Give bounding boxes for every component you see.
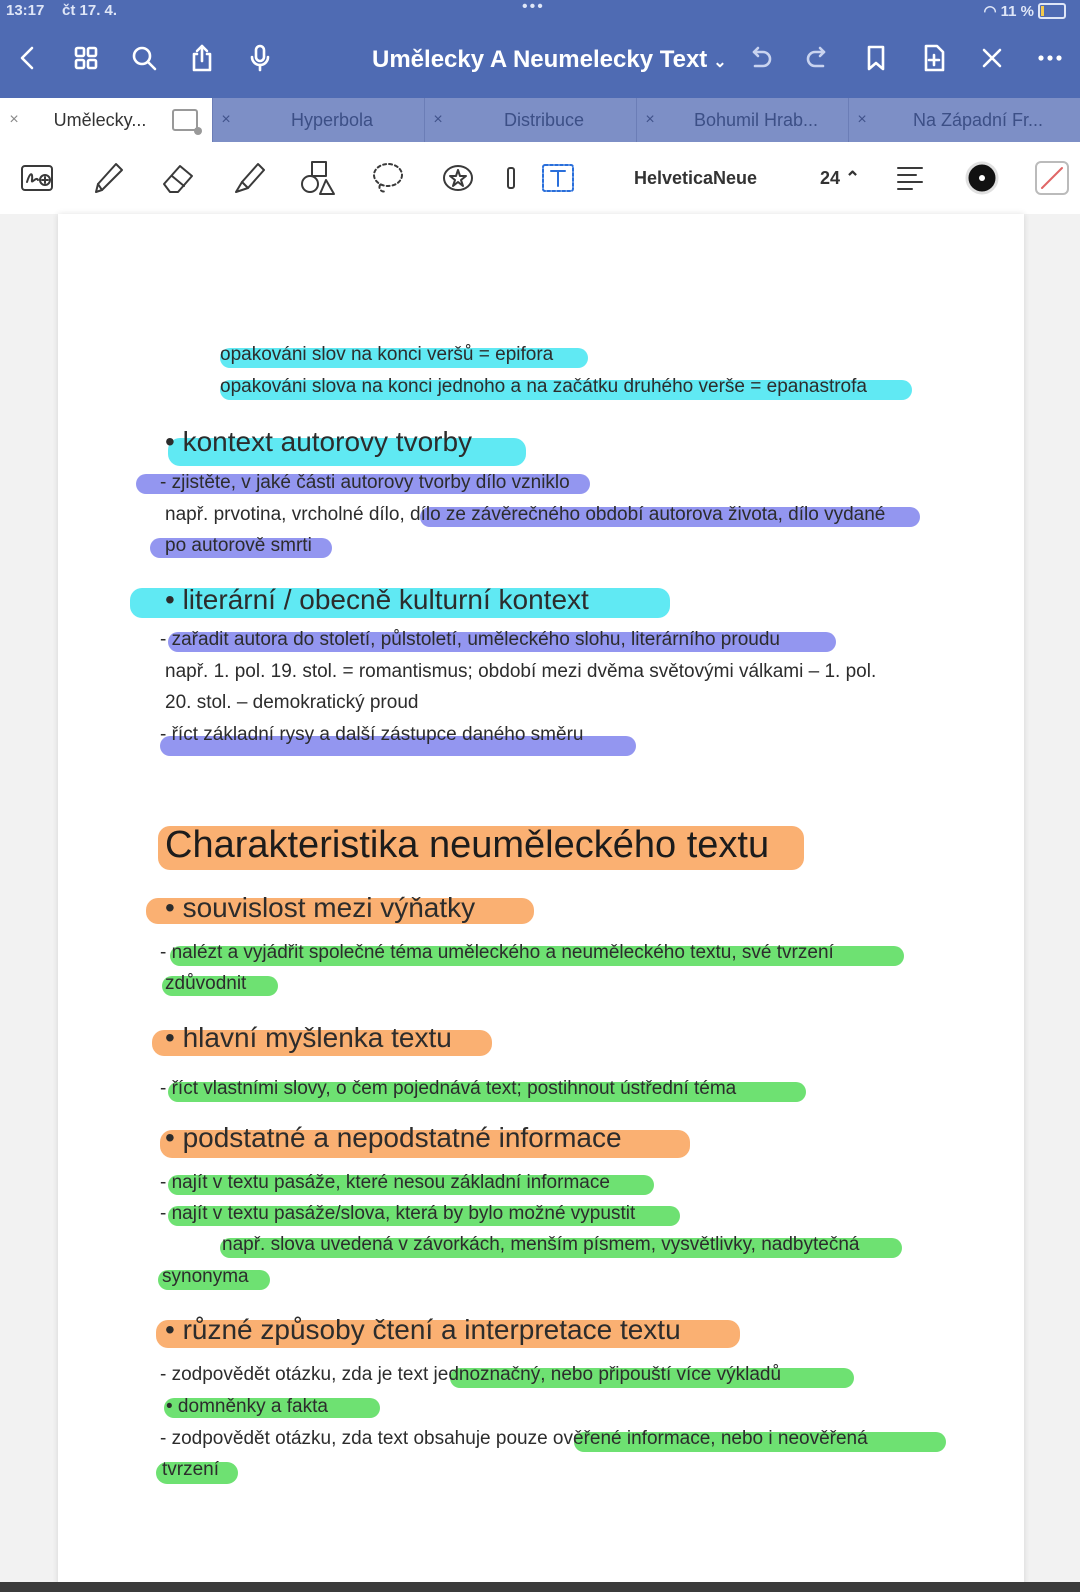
font-family-selector[interactable]: HelveticaNeue [634, 168, 758, 188]
no-fill-icon [1032, 158, 1072, 198]
back-button[interactable] [8, 38, 48, 78]
split-view-icon[interactable] [172, 109, 198, 131]
undo-icon [745, 43, 775, 73]
page-title: Charakteristika neuměleckého textu [165, 824, 770, 866]
tab-label: Umělecky... [53, 109, 147, 130]
tab-label: Bohumil Hrab... [693, 109, 819, 130]
note-line: - nalézt a vyjádřit společné téma uměleckého a neuměleckého textu, své tvrzení [160, 942, 834, 963]
battery-percent: 11 % [1000, 2, 1034, 20]
multitasking-dots-icon[interactable]: ••• [522, 0, 545, 15]
more-icon [1035, 43, 1065, 73]
tab-label: Na Západní Fr... [912, 109, 1044, 130]
add-page-icon [919, 43, 949, 73]
note-line: po autorově smrti [165, 535, 312, 556]
document-title-button[interactable] [372, 46, 727, 74]
note-line: např. slova uvedená v závorkách, menším písmem, vysvětlivky, nadbytečná [222, 1234, 860, 1255]
sticker-tool[interactable] [436, 156, 480, 200]
redo-button[interactable] [798, 38, 838, 78]
note-line: • domněnky a fakta [166, 1396, 328, 1417]
tab-label: Distribuce [503, 109, 585, 130]
chevron-down-icon: ⌄ [713, 54, 727, 71]
tab-distribuce[interactable] [424, 98, 637, 142]
more-button[interactable] [1030, 38, 1070, 78]
note-line: - najít v textu pasáže/slova, která by bylo možné vypustit [160, 1203, 636, 1224]
tab-label: Hyperbola [290, 109, 374, 130]
eraser-tool[interactable] [156, 156, 200, 200]
tab-close-icon[interactable]: × [221, 111, 231, 128]
status-bar [0, 0, 1080, 22]
note-line: - říct základní rysy a další zástupce daného směru [160, 724, 584, 745]
battery-icon [1038, 3, 1066, 19]
status-right [984, 2, 1066, 20]
search-icon [129, 43, 159, 73]
background-color-button[interactable] [1030, 156, 1074, 200]
highlighter-tool[interactable] [226, 156, 270, 200]
close-edit-button[interactable] [972, 38, 1012, 78]
shapes-icon [298, 158, 338, 198]
chevron-up-down-icon: ⌃ [845, 168, 861, 188]
bottom-edge [0, 1582, 1080, 1592]
text-color-button[interactable] [960, 156, 1004, 200]
note-line: 20. stol. – demokratický proud [165, 692, 419, 713]
thumbnails-button[interactable] [66, 38, 106, 78]
bookmark-button[interactable] [856, 38, 896, 78]
undo-button[interactable] [740, 38, 780, 78]
lasso-zoom-tool[interactable] [16, 156, 60, 200]
note-line: - zodpovědět otázku, zda text obsahuje pouze ověřené informace, nebo i neověřená [160, 1428, 868, 1449]
note-line: synonyma [162, 1266, 249, 1287]
note-line: např. 1. pol. 19. stol. = romantismus; období mezi dvěma světovými válkami – 1. pol. [165, 661, 877, 682]
note-line: - zjistěte, v jaké části autorovy tvorby dílo vzniklo [160, 472, 570, 493]
note-line: opakováni slov na konci veršů = epifora [220, 344, 554, 365]
redo-icon [803, 43, 833, 73]
note-line: - říct vlastními slovy, o čem pojednává text; postihnout ústřední téma [160, 1078, 737, 1099]
note-line: zdůvodnit [165, 973, 247, 994]
pen-tool[interactable] [86, 156, 130, 200]
shapes-tool[interactable] [296, 156, 340, 200]
tab-close-icon[interactable]: × [857, 111, 867, 128]
lasso-tool[interactable] [366, 156, 410, 200]
tab-na-zapadni-fronte[interactable] [848, 98, 1080, 142]
section-heading: • literární / obecně kulturní kontext [165, 584, 589, 615]
tab-umelecky[interactable] [0, 98, 213, 142]
tab-bohumil-hrabal[interactable] [636, 98, 849, 142]
microphone-icon [245, 43, 275, 73]
text-align-button[interactable] [888, 156, 932, 200]
eraser-icon [158, 158, 198, 198]
text-box-icon [538, 158, 578, 198]
navigation-bar [0, 22, 1080, 98]
text-tool[interactable] [536, 156, 580, 200]
drawing-toolbar [0, 142, 1080, 215]
add-page-button[interactable] [914, 38, 954, 78]
align-left-icon [890, 158, 930, 198]
section-heading: • souvislost mezi výňatky [165, 892, 476, 923]
note-line: např. prvotina, vrcholné dílo, dílo ze závěrečného období autorova života, dílo vydané [165, 504, 886, 525]
bookmark-icon [861, 43, 891, 73]
microphone-button[interactable] [240, 38, 280, 78]
share-icon [187, 43, 217, 73]
tab-close-icon[interactable]: × [9, 111, 19, 128]
note-line: - najít v textu pasáže, které nesou základní informace [160, 1172, 610, 1193]
lasso-icon [368, 158, 408, 198]
document-title: Umělecky A Neumelecky Text [372, 46, 708, 73]
tab-bar [0, 98, 1080, 142]
search-button[interactable] [124, 38, 164, 78]
section-heading: • podstatné a nepodstatné informace [165, 1122, 622, 1153]
highlighter-icon [228, 158, 268, 198]
sticker-star-icon [438, 158, 478, 198]
share-button[interactable] [182, 38, 222, 78]
tab-close-icon[interactable]: × [433, 111, 443, 128]
status-date: čt 17. 4. [62, 2, 118, 19]
wifi-icon: ◠ [983, 3, 997, 20]
pen-icon [88, 158, 128, 198]
font-size-stepper[interactable] [820, 168, 860, 189]
color-swatch-icon [962, 158, 1002, 198]
section-heading: • hlavní myšlenka textu [165, 1022, 452, 1053]
note-line: - zařadit autora do století, půlstoletí, uměleckého slohu, literárního proudu [160, 629, 780, 650]
note-line: opakováni slova na konci jednoho a na začátku druhého verše = epanastrofa [220, 376, 867, 397]
font-size-value: 24 [820, 168, 841, 188]
close-icon [977, 43, 1007, 73]
note-line: - zodpovědět otázku, zda je text jednoznačný, nebo připouští více výkladů [160, 1364, 782, 1385]
note-line: tvrzení [162, 1459, 220, 1480]
section-heading: • různé způsoby čtení a interpretace textu [165, 1314, 681, 1345]
grid-icon [71, 43, 101, 73]
section-heading: • kontext autorovy tvorby [165, 426, 473, 457]
tab-close-icon[interactable]: × [645, 111, 655, 128]
status-time: 13:17 [6, 2, 45, 19]
chevron-left-icon [13, 43, 43, 73]
handwriting-zoom-icon [18, 158, 58, 198]
tab-hyperbola[interactable] [212, 98, 425, 142]
